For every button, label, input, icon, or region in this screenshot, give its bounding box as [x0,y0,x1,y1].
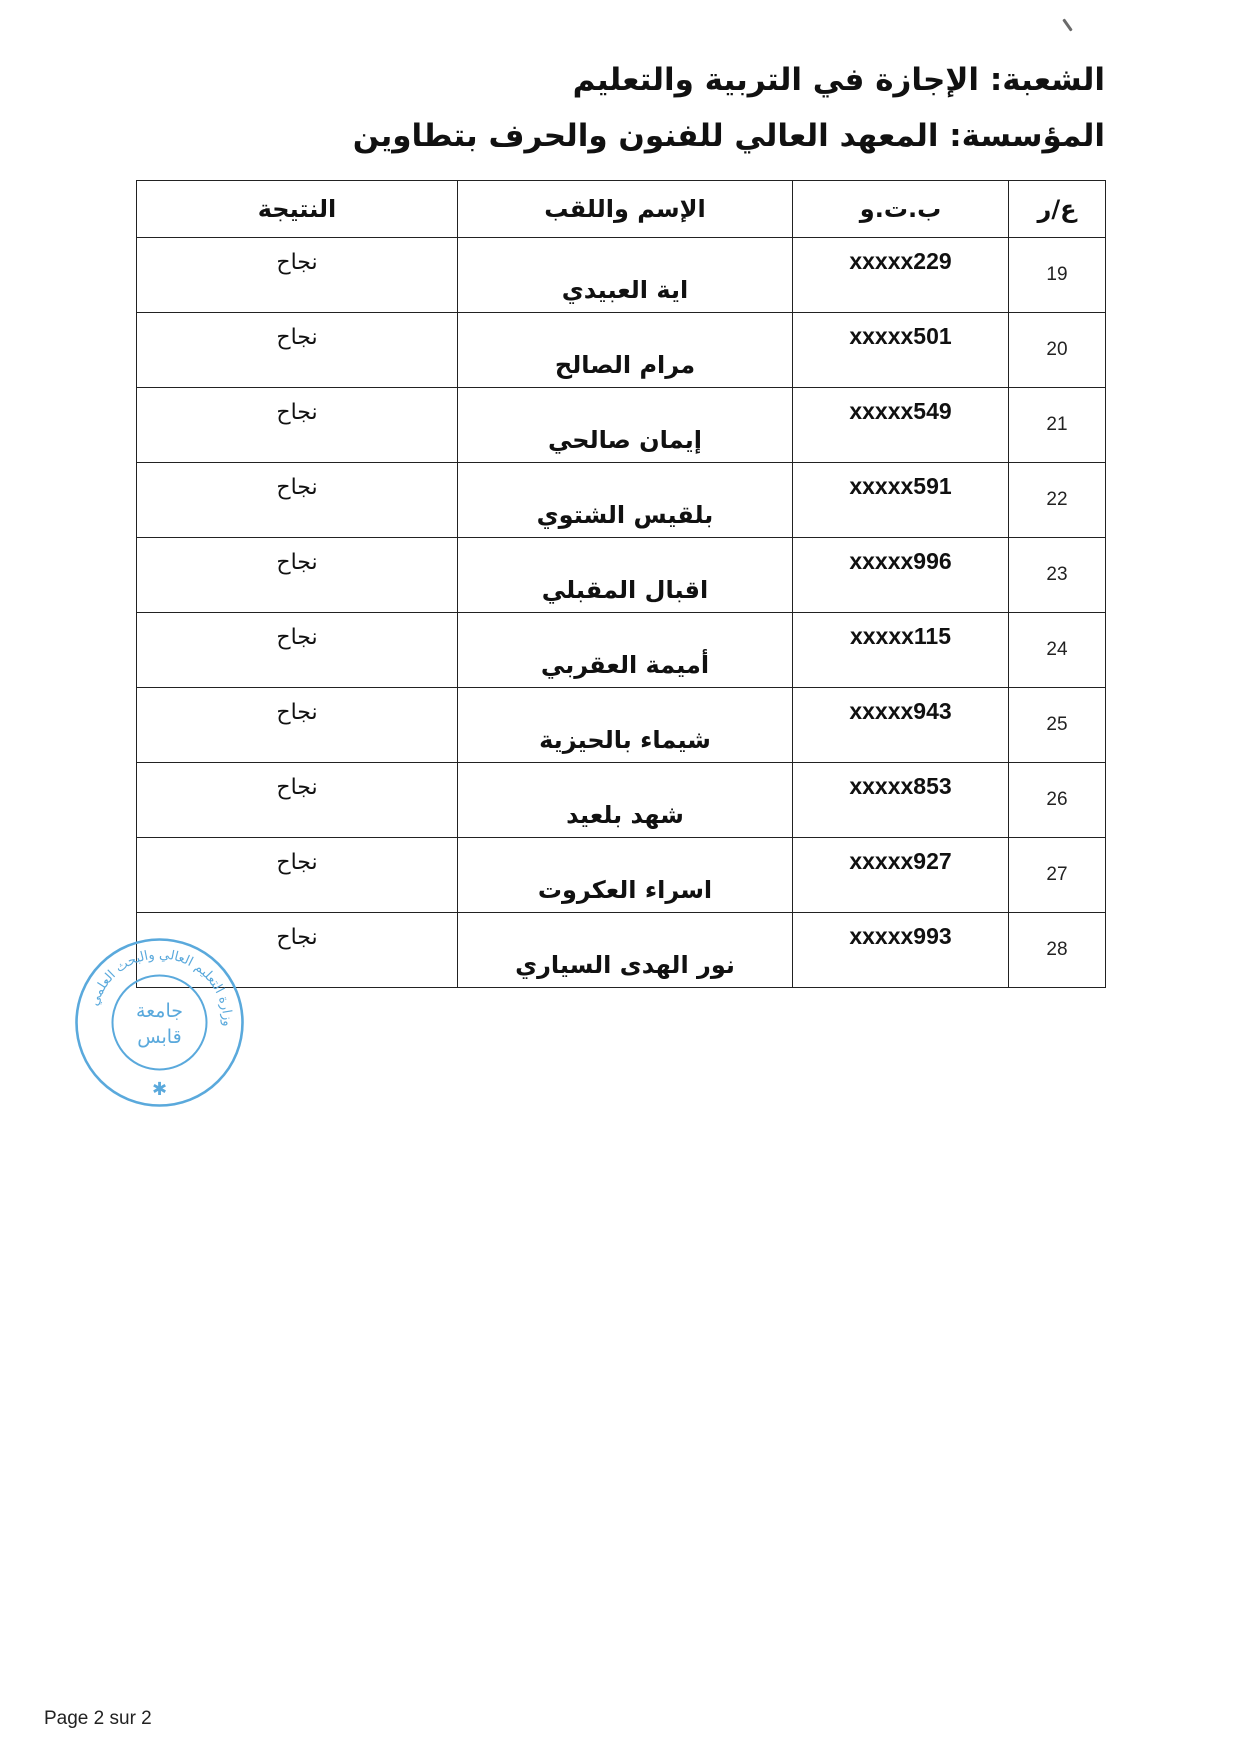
stamp-center-line-2: قابس [137,1026,182,1048]
row-id: xxxxx229 [793,238,1009,313]
row-number: 25 [1009,688,1106,763]
table-row [137,463,1106,538]
row-result: نجاح [137,388,458,463]
row-id: xxxxx591 [793,463,1009,538]
column-header-number: ع/ر [1009,181,1106,238]
row-name: اسراء العكروت [458,838,793,913]
row-id: xxxxx853 [793,763,1009,838]
institution-heading: المؤسسة: المعهد العالي للفنون والحرف بتطاوين [352,118,1105,154]
row-id: xxxxx996 [793,538,1009,613]
row-id: xxxxx993 [793,913,1009,988]
row-id: xxxxx927 [793,838,1009,913]
row-name: نور الهدى السياري [458,913,793,988]
row-result: نجاح [137,763,458,838]
row-id: xxxxx501 [793,313,1009,388]
row-name: إيمان صالحي [458,388,793,463]
row-result: نجاح [137,238,458,313]
row-number: 28 [1009,913,1106,988]
row-result: نجاح [137,538,458,613]
row-name: شهد بلعيد [458,763,793,838]
row-result: نجاح [137,913,458,988]
row-number: 19 [1009,238,1106,313]
university-stamp [72,935,247,1110]
row-number: 20 [1009,313,1106,388]
results-table [136,180,1106,988]
scan-mark [1062,18,1072,31]
table-row [137,538,1106,613]
row-number: 27 [1009,838,1106,913]
row-name: اقبال المقبلي [458,538,793,613]
table-row [137,388,1106,463]
table-row [137,238,1106,313]
row-id: xxxxx549 [793,388,1009,463]
column-header-id: ب.ت.و [793,181,1009,238]
row-result: نجاح [137,688,458,763]
row-name: اية العبيدي [458,238,793,313]
row-result: نجاح [137,838,458,913]
column-header-result: النتيجة [137,181,458,238]
star-icon: ✱ [151,1079,168,1100]
table-row [137,913,1106,988]
row-result: نجاح [137,463,458,538]
row-name: شيماء بالحيزية [458,688,793,763]
stamp-ring-text: وزارة التعليم العالي والبحث العلمي [86,947,235,1027]
table-header-row [137,181,1106,238]
row-id: xxxxx115 [793,613,1009,688]
row-number: 24 [1009,613,1106,688]
row-result: نجاح [137,613,458,688]
stamp-center-line-1: جامعة [135,1000,184,1022]
row-number: 22 [1009,463,1106,538]
row-name: مرام الصالح [458,313,793,388]
row-name: بلقيس الشتوي [458,463,793,538]
specialty-heading: الشعبة: الإجازة في التربية والتعليم [572,62,1105,98]
table-row [137,838,1106,913]
row-result: نجاح [137,313,458,388]
table-row [137,688,1106,763]
row-number: 26 [1009,763,1106,838]
table-row [137,313,1106,388]
row-id: xxxxx943 [793,688,1009,763]
row-number: 21 [1009,388,1106,463]
column-header-name: الإسم واللقب [458,181,793,238]
row-name: أميمة العقربي [458,613,793,688]
table-row [137,613,1106,688]
row-number: 23 [1009,538,1106,613]
page-number: Page 2 sur 2 [44,1708,152,1729]
stamp-inner-ring [113,976,207,1070]
table-row [137,763,1106,838]
